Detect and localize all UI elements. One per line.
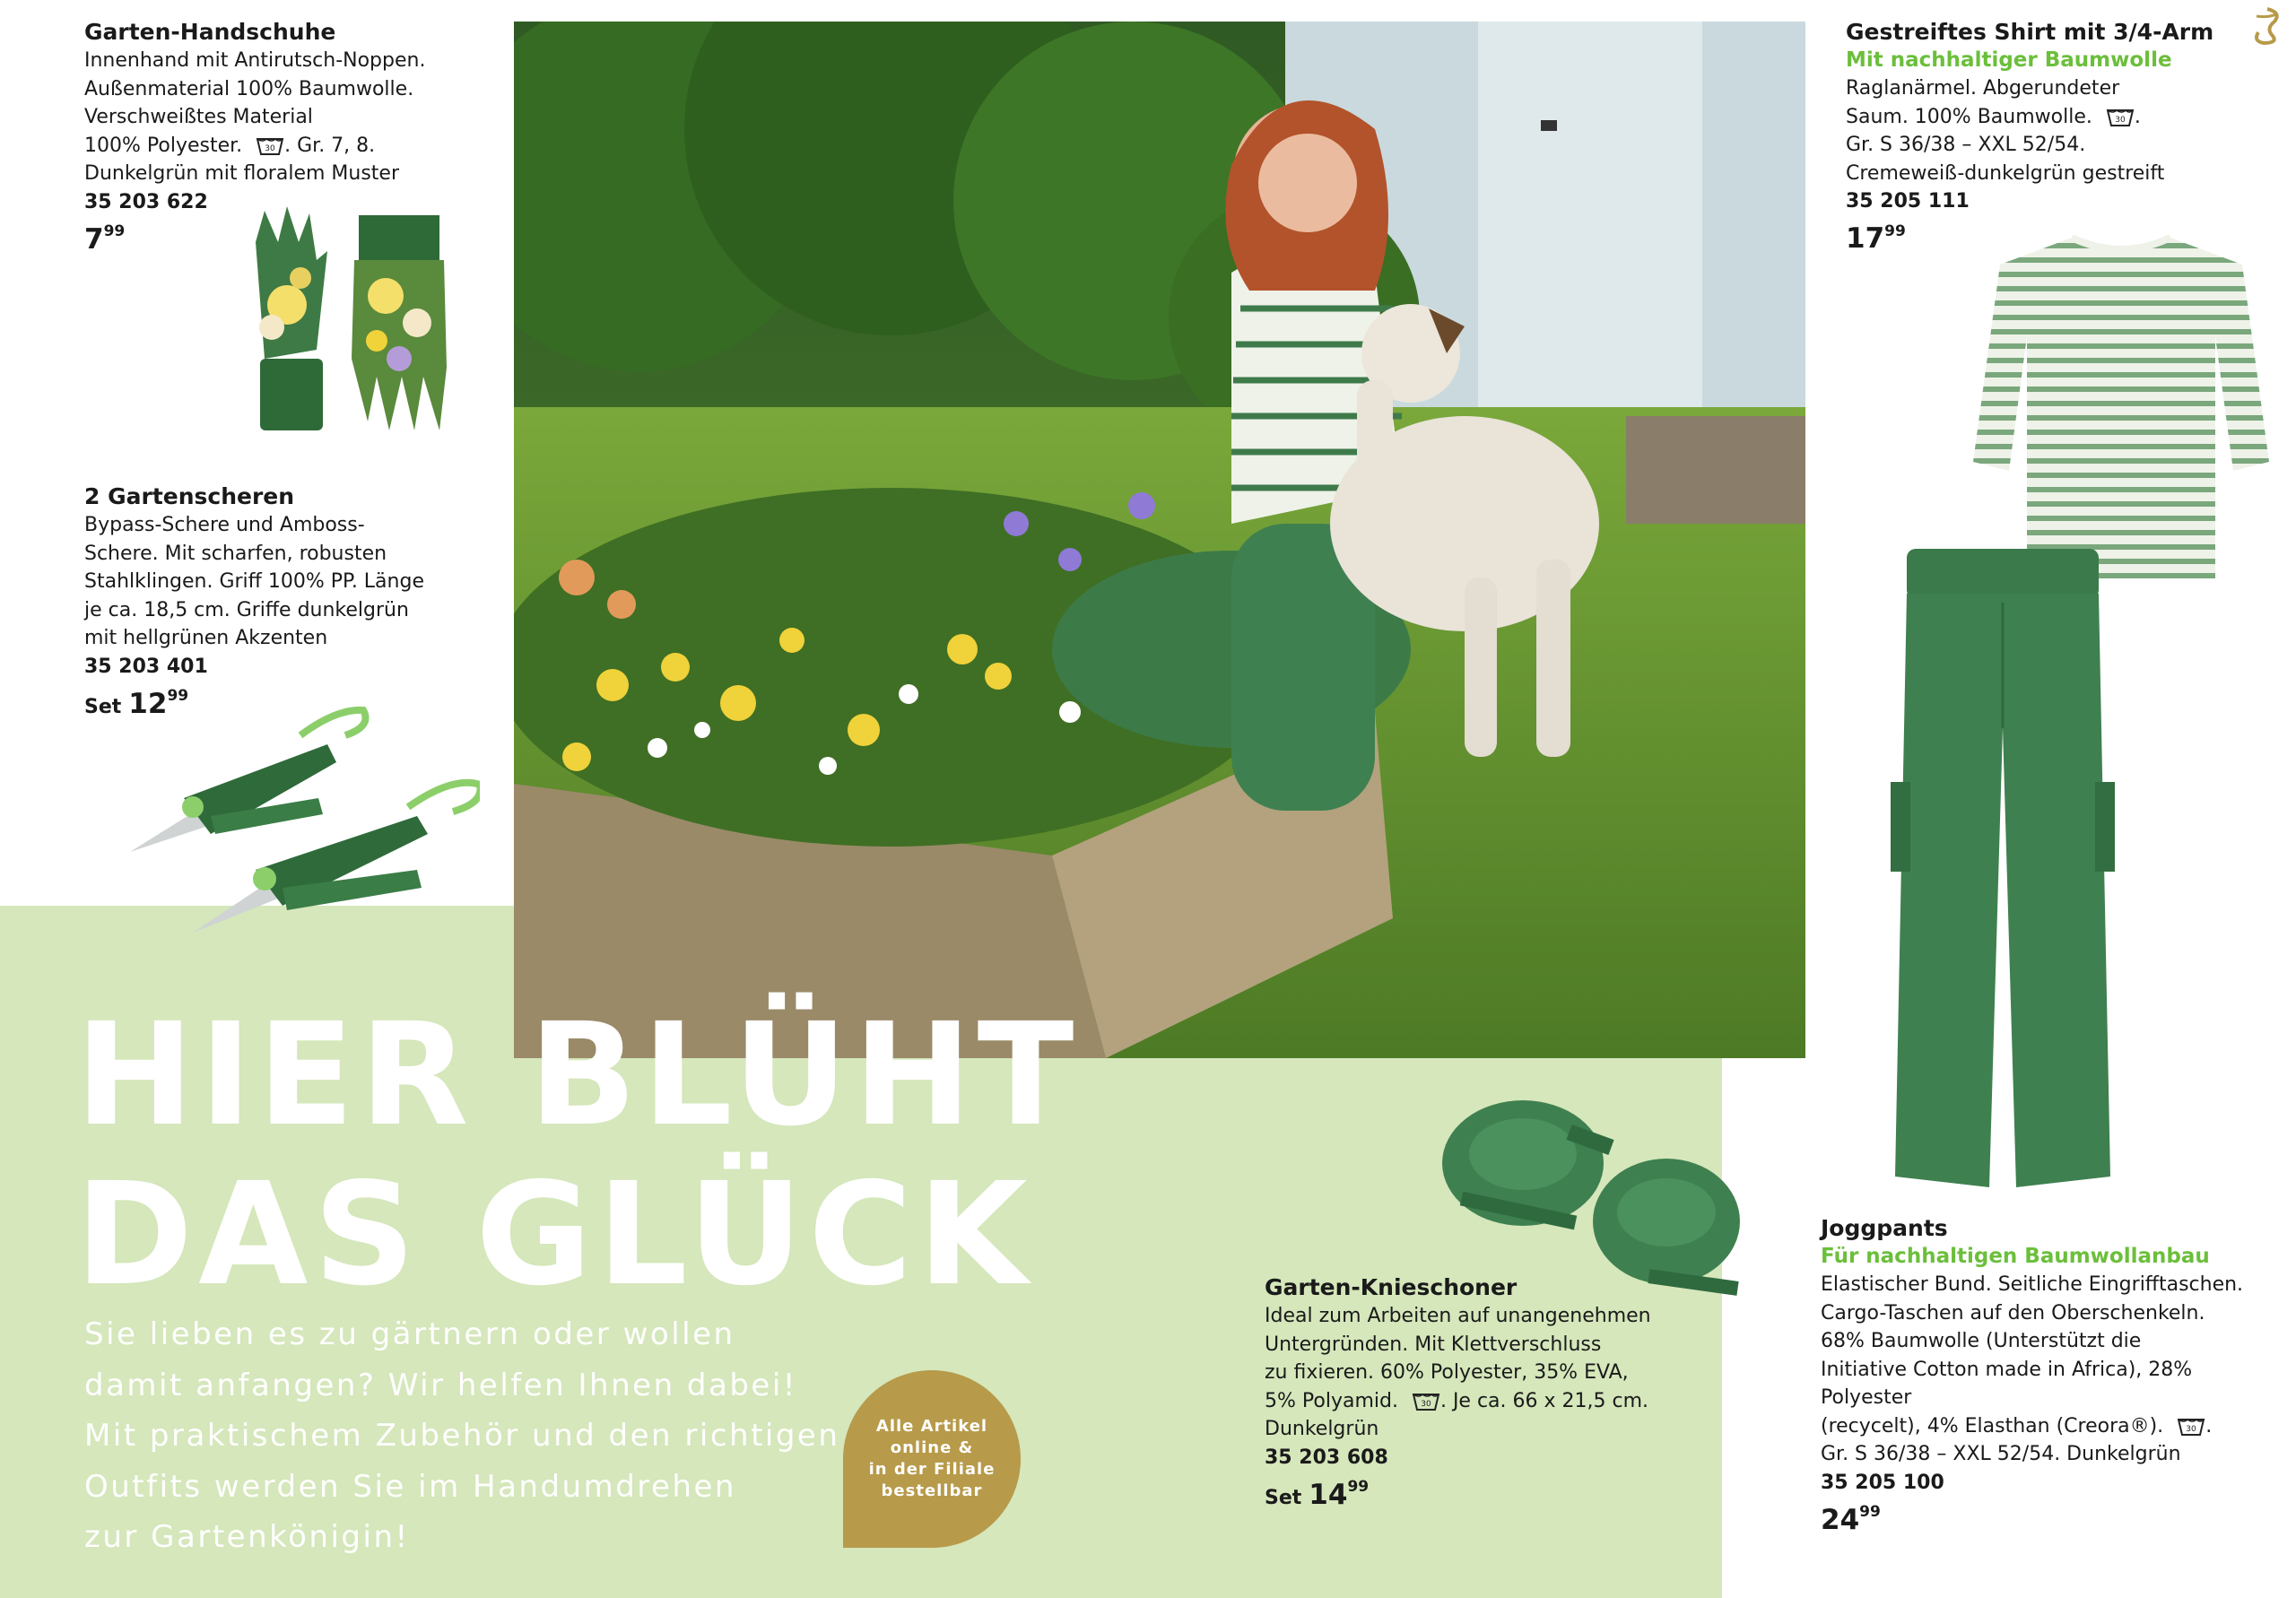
gloves-price-main: 7 (84, 222, 104, 256)
brand-logo-icon (2249, 5, 2285, 47)
shears-price-cents: 99 (167, 687, 189, 706)
shirt-image (1973, 229, 2269, 587)
intro-line: Mit praktischem Zubehör und den richtigen (84, 1418, 840, 1454)
kneepads-price (1265, 1477, 1731, 1516)
shears-line: mit hellgrünen Akzenten (84, 627, 328, 649)
kneepads-title: Garten-Knieschoner (1265, 1274, 1518, 1300)
kneepads-line: 5% Polyamid. (1265, 1389, 1398, 1412)
wash-30-icon (2177, 1417, 2205, 1437)
wash-30-icon (2106, 108, 2135, 127)
wash-30-icon-text: 30 (1421, 1399, 1431, 1409)
product-shirt (1846, 18, 2276, 256)
gloves-article-number: 35 203 622 (84, 190, 208, 213)
badge-line: in der Filiale (868, 1460, 996, 1479)
kneepads-price-cents: 99 (1347, 1478, 1370, 1497)
shears-line: je ca. 18,5 cm. Griffe dunkelgrün (84, 598, 409, 621)
order-badge (843, 1370, 1021, 1548)
kneepads-price-main: 14 (1309, 1478, 1348, 1511)
joggpants-title: Joggpants (1821, 1215, 1948, 1241)
kneepads-line: Ideal zum Arbeiten auf unangenehmen (1265, 1305, 1651, 1327)
shears-price-prefix: Set (84, 695, 122, 718)
shirt-price-cents: 99 (1884, 221, 1906, 240)
wash-30-icon-text: 30 (2186, 1424, 2196, 1434)
gloves-price-cents: 99 (103, 222, 126, 241)
joggpants-line-wash (1821, 1412, 2287, 1441)
gloves-line: Dunkelgrün mit floralem Muster (84, 162, 399, 185)
intro-line: zur Gartenkönigin! (84, 1519, 410, 1555)
product-shears (84, 482, 506, 725)
shears-image (130, 699, 480, 960)
joggpants-line: (recycelt), 4% Elasthan (Creora®). (1821, 1414, 2164, 1437)
shears-title: 2 Gartenscheren (84, 483, 295, 509)
badge-line: Alle Artikel (875, 1417, 988, 1436)
badge-line: bestellbar (881, 1481, 983, 1500)
gloves-line: 100% Polyester. (84, 134, 243, 157)
joggpants-price-main: 24 (1821, 1503, 1860, 1536)
intro-line: Outfits werden Sie im Handumdrehen (84, 1468, 736, 1505)
joggpants-line: Gr. S 36/38 – XXL 52/54. Dunkelgrün (1821, 1443, 2181, 1465)
shirt-subtitle: Mit nachhaltiger Baumwolle (1846, 48, 2172, 72)
gloves-line: Innenhand mit Antirutsch-Noppen. (84, 49, 426, 72)
shears-article-number: 35 203 401 (84, 655, 208, 678)
headline (75, 995, 1331, 1315)
joggpants-line: Cargo-Taschen auf den Oberschenkeln. (1821, 1301, 2205, 1324)
badge-line: online & (890, 1438, 974, 1457)
kneepads-line: Untergründen. Mit Klettverschluss (1265, 1333, 1602, 1356)
shirt-line: . (2134, 105, 2141, 128)
joggpants-image (1891, 549, 2115, 1194)
product-joggpants (1821, 1214, 2287, 1538)
kneepads-line: Dunkelgrün (1265, 1418, 1379, 1440)
wash-30-icon-text: 30 (2115, 115, 2126, 125)
intro-line: damit anfangen? Wir helfen Ihnen dabei! (84, 1367, 797, 1403)
wash-30-icon-text: 30 (265, 143, 275, 153)
shears-line: Bypass-Schere und Amboss- (84, 514, 365, 536)
kneepads-article-number: 35 203 608 (1265, 1446, 1388, 1469)
gloves-title: Garten-Handschuhe (84, 19, 336, 45)
gloves-line: Außenmaterial 100% Baumwolle. (84, 77, 414, 100)
wash-30-icon (1412, 1392, 1440, 1411)
product-kneepads (1265, 1273, 1731, 1516)
shirt-line: Raglanärmel. Abgerundeter (1846, 77, 2120, 100)
kneepads-price-prefix: Set (1265, 1486, 1302, 1509)
joggpants-price (1821, 1502, 2287, 1538)
shirt-article-number: 35 205 111 (1846, 190, 1970, 213)
shirt-line: Gr. S 36/38 – XXL 52/54. (1846, 134, 2086, 156)
garden-hero-photo (514, 22, 1805, 1058)
kneepads-image (1442, 1078, 1747, 1302)
shears-price-main: 12 (128, 687, 168, 720)
joggpants-line: . (2205, 1414, 2213, 1437)
shears-line: Schere. Mit scharfen, robusten (84, 542, 387, 565)
joggpants-line: Elastischer Bund. Seitliche Eingrifftaschen. (1821, 1273, 2244, 1296)
shirt-title: Gestreiftes Shirt mit 3/4-Arm (1846, 19, 2214, 45)
kneepads-line: . Je ca. 66 x 21,5 cm. (1439, 1389, 1649, 1412)
intro-text (84, 1309, 891, 1563)
shirt-line: Cremeweiß-dunkelgrün gestreift (1846, 161, 2165, 185)
shirt-price-main: 17 (1846, 222, 1885, 255)
gloves-image (238, 206, 453, 439)
joggpants-price-cents: 99 (1859, 1503, 1881, 1522)
joggpants-article-number: 35 205 100 (1821, 1471, 1944, 1494)
headline-line-1: HIER BLÜHT (75, 993, 1080, 1158)
intro-line: Sie lieben es zu gärtnern oder wollen (84, 1316, 735, 1352)
joggpants-subtitle: Für nachhaltigen Baumwollanbau (1821, 1245, 2210, 1268)
shirt-line: Saum. 100% Baumwolle. (1846, 105, 2092, 128)
kneepads-line-wash (1265, 1387, 1731, 1416)
joggpants-line: Initiative Cotton made in Africa), 28% Polyester (1821, 1358, 2193, 1409)
kneepads-line: zu fixieren. 60% Polyester, 35% EVA, (1265, 1361, 1629, 1384)
gloves-line: . Gr. 7, 8. (284, 134, 376, 157)
headline-line-2: DAS GLÜCK (75, 1152, 1033, 1317)
shirt-line-wash (1846, 103, 2276, 132)
wash-30-icon (256, 136, 284, 156)
gloves-line-wash (84, 132, 506, 161)
shears-line: Stahlklingen. Griff 100% PP. Länge (84, 570, 424, 593)
joggpants-line: 68% Baumwolle (Unterstützt die (1821, 1330, 2142, 1352)
gloves-line: Verschweißtes Material (84, 106, 313, 128)
